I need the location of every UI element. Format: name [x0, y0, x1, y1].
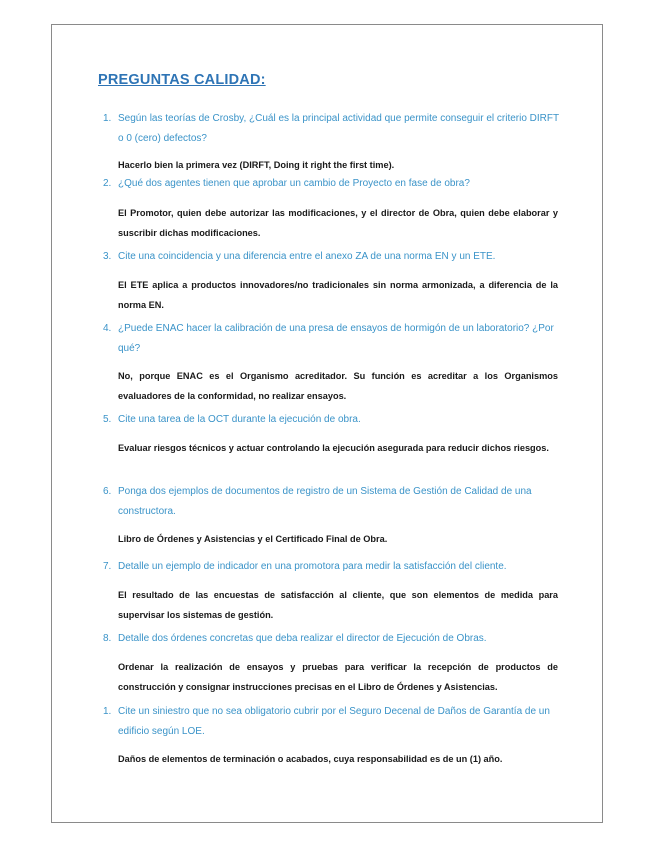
page-title: PREGUNTAS CALIDAD: [98, 72, 266, 88]
question-5 [103, 410, 561, 430]
question-3 [103, 247, 561, 267]
question-number: 1. [103, 706, 112, 717]
answer-5: Evaluar riesgos técnicos y actuar controlando la ejecución asegurada para reducir dichos riesgos. [118, 443, 549, 453]
question-text: Detalle un ejemplo de indicador en una promotora para medir la satisfacción del cliente. [118, 561, 507, 572]
question-1 [103, 109, 561, 149]
question-7 [103, 557, 561, 577]
question-6 [103, 482, 561, 522]
question-number: 1. [103, 113, 112, 124]
answer-9: Daños de elementos de terminación o acabados, cuya responsabilidad es de un (1) año. [118, 754, 503, 764]
answer-3: El ETE aplica a productos innovadores/no tradicionales sin norma armonizada, a diferencia de la norma EN. [118, 280, 558, 310]
question-number: 2. [103, 178, 112, 189]
question-text: ¿Puede ENAC hacer la calibración de una presa de ensayos de hormigón de un laboratorio? ¿Por qué? [118, 323, 554, 354]
question-number: 5. [103, 414, 112, 425]
question-number: 3. [103, 251, 112, 262]
answer-4: No, porque ENAC es el Organismo acreditador. Su función es acreditar a los Organismos evaluadores de la conformidad, no realizar ensayos. [118, 371, 558, 401]
answer-7: El resultado de las encuestas de satisfacción al cliente, que son elementos de medida para supervisar los sistemas de gestión. [118, 590, 558, 620]
answer-2: El Promotor, quien debe autorizar las modificaciones, y el director de Obra, quien debe elaborar y suscribir dichas modificaciones. [118, 208, 558, 238]
question-number: 7. [103, 561, 112, 572]
question-text: Cite una tarea de la OCT durante la ejecución de obra. [118, 414, 361, 425]
question-text: Ponga dos ejemplos de documentos de registro de un Sistema de Gestión de Calidad de una constructora. [118, 486, 532, 517]
question-2 [103, 174, 561, 194]
question-number: 6. [103, 486, 112, 497]
question-4 [103, 319, 561, 359]
question-text: Detalle dos órdenes concretas que deba realizar el director de Ejecución de Obras. [118, 633, 487, 644]
answer-8: Ordenar la realización de ensayos y pruebas para verificar la recepción de productos de construcción y consignar instrucciones precisas en el Libro de Órdenes y Asistencias. [118, 662, 558, 692]
question-text: Cite una coincidencia y una diferencia entre el anexo ZA de una norma EN y un ETE. [118, 251, 496, 262]
question-number: 8. [103, 633, 112, 644]
question-8 [103, 629, 561, 649]
question-9 [103, 702, 561, 742]
question-text: ¿Qué dos agentes tienen que aprobar un cambio de Proyecto en fase de obra? [118, 178, 470, 189]
document-page [51, 24, 603, 823]
question-text: Cite un siniestro que no sea obligatorio cubrir por el Seguro Decenal de Daños de Garantía de un edificio según LOE. [118, 706, 550, 737]
question-text: Según las teorías de Crosby, ¿Cuál es la principal actividad que permite conseguir el criterio DIRFT o 0 (cero) defectos? [118, 113, 559, 144]
answer-1: Hacerlo bien la primera vez (DIRFT, Doing it right the first time). [118, 160, 395, 170]
answer-6: Libro de Órdenes y Asistencias y el Certificado Final de Obra. [118, 534, 388, 544]
question-number: 4. [103, 323, 112, 334]
